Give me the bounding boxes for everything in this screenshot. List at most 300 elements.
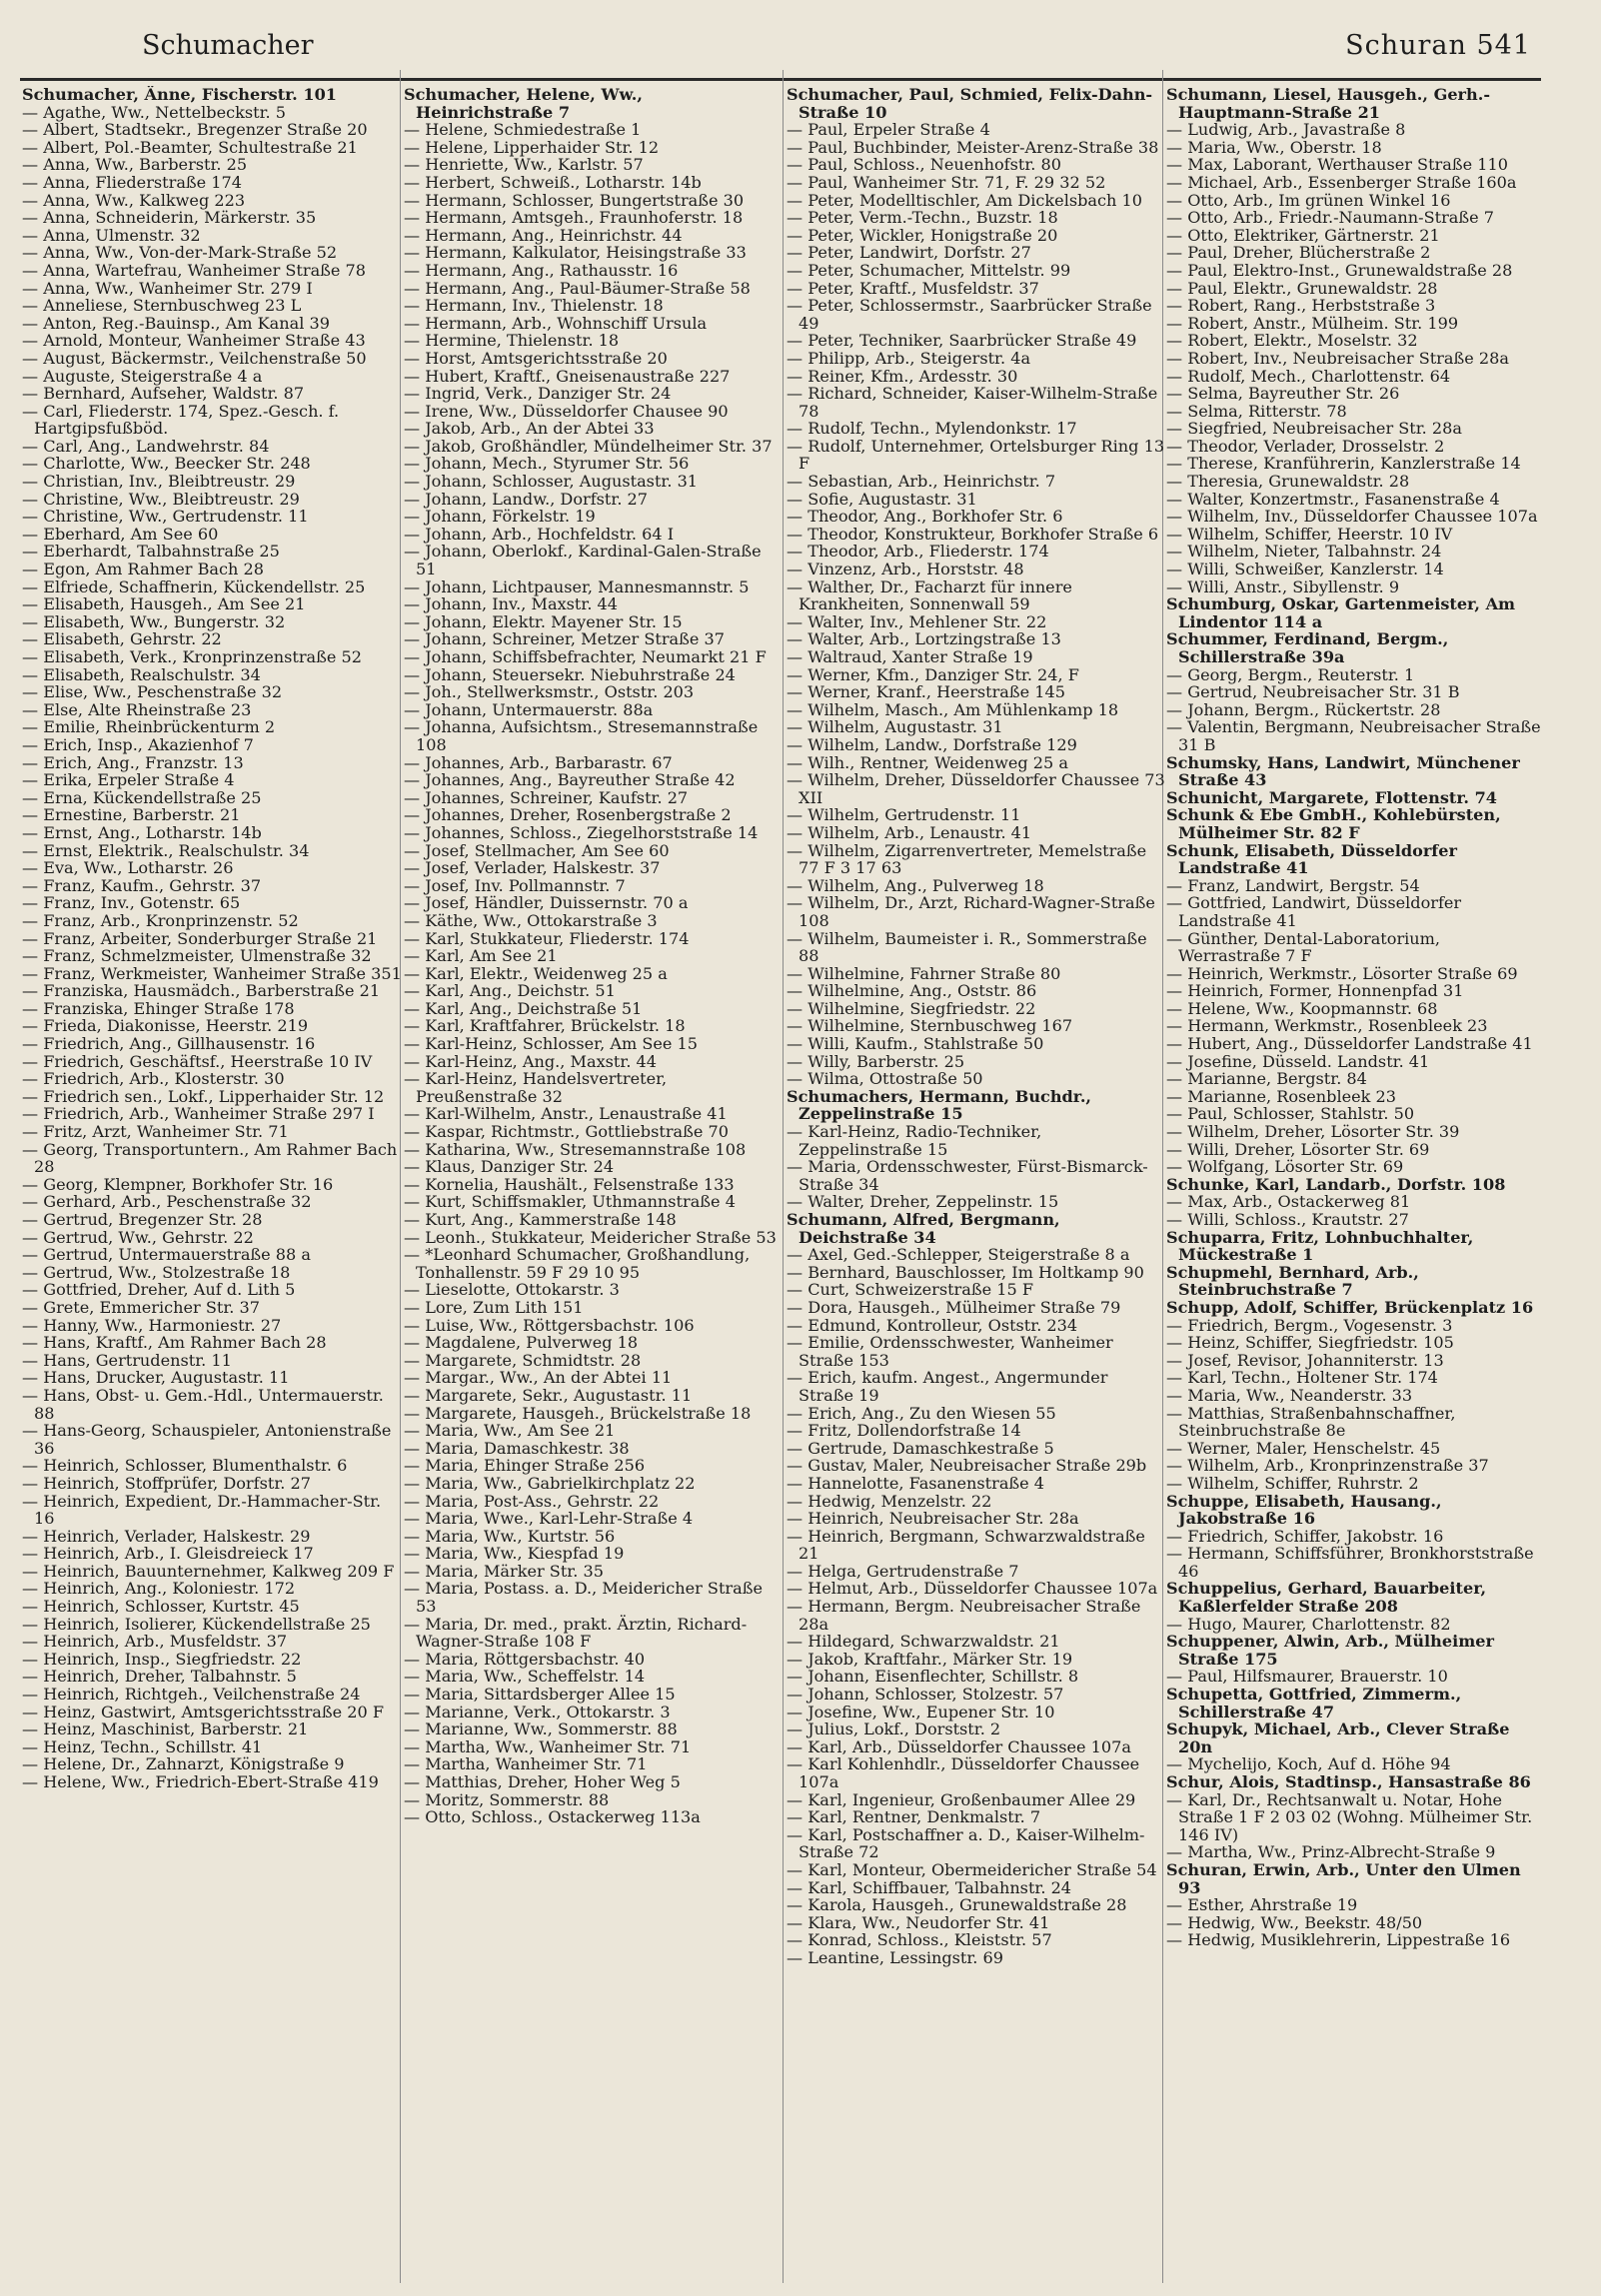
directory-entry: — Waltraud, Xanter Straße 19 [787, 647, 1033, 666]
directory-entry: — August, Bäckermstr., Veilchenstraße 50 [22, 348, 367, 368]
directory-entry: — Robert, Rang., Herbststraße 3 [1166, 296, 1436, 316]
directory-entry: — Johann, Untermauerstr. 88a [404, 699, 654, 719]
directory-entry: — Johannes, Dreher, Rosenbergstraße 2 [404, 805, 732, 825]
directory-entry: — Werner, Kfm., Danziger Str. 24, F [787, 664, 1079, 684]
directory-entry: — Elise, Ww., Peschenstraße 32 [22, 682, 283, 702]
directory-entry: — Marianne, Ww., Sommerstr. 88 [404, 1720, 678, 1739]
directory-entry: — Heinrich, Richtgeh., Veilchenstraße 24 [22, 1685, 361, 1705]
directory-entry: — Anna, Ww., Barberstr. 25 [22, 155, 248, 175]
directory-entry: — Fritz, Arzt, Wanheimer Str. 71 [22, 1122, 289, 1142]
directory-entry: — Margar., Ww., An der Abtei 11 [404, 1368, 673, 1388]
directory-entry: — Heinrich, Bauunternehmer, Kalkweg 209 F [22, 1561, 395, 1581]
directory-entry: — Erich, Ang., Franzstr. 13 [22, 752, 244, 772]
directory-entry: — Franz, Werkmeister, Wanheimer Straße 351 [22, 963, 402, 983]
directory-entry: — Johanna, Aufsichtsm., Stresemannstraße 108 [404, 717, 759, 754]
directory-entry: — Heinrich, Arb., I. Gleisdreieck 17 [22, 1544, 314, 1564]
directory-entry: — Martha, Ww., Prinz-Albrecht-Straße 9 [1166, 1842, 1496, 1862]
header-rule [20, 78, 1541, 81]
directory-entry: — Hanny, Ww., Harmoniestr. 27 [22, 1315, 282, 1335]
directory-entry: Schupmehl, Bernhard, Arb., Steinbruchstraße 7 [1166, 1262, 1419, 1300]
directory-entry: — Friedrich, Schiffer, Jakobstr. 16 [1166, 1526, 1444, 1546]
directory-entry: — Else, Alte Rheinstraße 23 [22, 699, 252, 719]
column-2 [404, 86, 784, 2284]
directory-entry: Schuppelius, Gerhard, Bauarbeiter, Kaßlerfelder Straße 208 [1166, 1579, 1487, 1617]
directory-entry: — Johann, Schreiner, Metzer Straße 37 [404, 629, 726, 649]
directory-entry: — Hermann, Arb., Wohnschiff Ursula [404, 313, 708, 333]
directory-entry: — Frieda, Diakonisse, Heerstr. 219 [22, 1016, 309, 1036]
running-head-right: Schuran 541 [1345, 30, 1531, 61]
directory-entry: — Heinrich, Isolierer, Kückendellstraße 25 [22, 1614, 371, 1634]
directory-entry: — Christian, Inv., Bleibtreustr. 29 [22, 472, 296, 492]
directory-entry: — Maria, Ww., Am See 21 [404, 1421, 616, 1441]
directory-entry: — Edmund, Kontrolleur, Oststr. 234 [787, 1315, 1078, 1335]
directory-entry: — Maria, Damaschkestr. 38 [404, 1438, 630, 1458]
directory-entry: — Emilie, Rheinbrückenturm 2 [22, 717, 276, 737]
directory-entry: — Hugo, Maurer, Charlottenstr. 82 [1166, 1614, 1451, 1634]
directory-entry: — *Leonhard Schumacher, Großhandlung, Tonhallenstr. 59 F 29 10 95 [404, 1245, 751, 1282]
directory-entry: — Maria, Dr. med., prakt. Ärztin, Richard-Wagner-Straße 108 F [404, 1614, 748, 1652]
directory-entry: — Hubert, Ang., Düsseldorfer Landstraße 41 [1166, 1034, 1533, 1054]
directory-entry: — Hannelotte, Fasanenstraße 4 [787, 1473, 1045, 1493]
directory-entry: — Hermann, Amtsgeh., Fraunhoferstr. 18 [404, 208, 744, 228]
directory-entry: — Lieselotte, Ottokarstr. 3 [404, 1280, 620, 1300]
directory-entry: — Rudolf, Unternehmer, Ortelsburger Ring 13 F [787, 436, 1165, 474]
directory-entry: — Walter, Arb., Lortzingstraße 13 [787, 629, 1061, 649]
directory-entry: — Heinrich, Bergmann, Schwarzwaldstraße 21 [787, 1526, 1145, 1564]
directory-entry: — Albert, Stadtsekr., Bregenzer Straße 20 [22, 120, 368, 140]
directory-entry: — Auguste, Steigerstraße 4 a [22, 366, 263, 386]
directory-entry: — Erich, Ang., Zu den Wiesen 55 [787, 1403, 1056, 1423]
directory-entry: — Willy, Barberstr. 25 [787, 1051, 965, 1071]
directory-entry: — Erna, Kückendellstraße 25 [22, 787, 262, 807]
directory-entry: — Werner, Maler, Henschelstr. 45 [1166, 1438, 1441, 1458]
directory-entry: — Willi, Schloss., Krautstr. 27 [1166, 1210, 1409, 1229]
directory-entry: — Gertrud, Bregenzer Str. 28 [22, 1210, 263, 1229]
directory-entry: — Maria, Sittardsberger Allee 15 [404, 1685, 676, 1705]
directory-entry: — Karl, Schiffbauer, Talbahnstr. 24 [787, 1877, 1072, 1897]
directory-entry: — Georg, Klempner, Borkhofer Str. 16 [22, 1174, 334, 1194]
directory-entry: — Peter, Verm.-Techn., Buzstr. 18 [787, 208, 1058, 228]
directory-entry: — Friedrich, Arb., Klosterstr. 30 [22, 1069, 285, 1089]
directory-entry: — Helene, Schmiedestraße 1 [404, 120, 642, 140]
directory-entry: — Leonh., Stukkateur, Meidericher Straße 53 [404, 1227, 777, 1247]
directory-entry: — Gottfried, Landwirt, Düsseldorfer Landstraße 41 [1166, 893, 1462, 930]
directory-entry: — Herbert, Schweiß., Lotharstr. 14b [404, 172, 702, 192]
directory-entry: — Albert, Pol.-Beamter, Schultestraße 21 [22, 137, 358, 157]
directory-entry: — Eberhardt, Talbahnstraße 25 [22, 542, 280, 562]
directory-entry: — Richard, Schneider, Kaiser-Wilhelm-Straße 78 [787, 384, 1158, 421]
directory-entry: — Anna, Schneiderin, Märkerstr. 35 [22, 208, 317, 228]
directory-entry: — Hans, Gertrudenstr. 11 [22, 1350, 232, 1370]
directory-entry: — Hedwig, Menzelstr. 22 [787, 1491, 992, 1511]
directory-entry: — Wilhelm, Augustastr. 31 [787, 717, 1003, 737]
directory-entry: — Karl Kohlenhdlr., Düsseldorfer Chaussee 107a [787, 1754, 1140, 1791]
directory-entry: — Vinzenz, Arb., Horststr. 48 [787, 560, 1024, 579]
directory-entry: — Walther, Dr., Facharzt für innere Krankheiten, Sonnenwall 59 [787, 576, 1072, 614]
directory-entry: — Hermann, Inv., Thielenstr. 18 [404, 296, 664, 316]
directory-entry: — Sofie, Augustastr. 31 [787, 489, 977, 509]
directory-entry: — Anna, Ww., Kalkweg 223 [22, 190, 246, 210]
directory-entry: — Philipp, Arb., Steigerstr. 4a [787, 348, 1031, 368]
directory-entry: — Johann, Bergm., Rückertstr. 28 [1166, 699, 1441, 719]
directory-entry: Schunk, Elisabeth, Düsseldorfer Landstraße 41 [1166, 840, 1457, 878]
column-1 [22, 86, 402, 2284]
directory-entry: — Theresia, Grunewaldstr. 28 [1166, 472, 1410, 492]
directory-entry: — Maria, Ww., Neanderstr. 33 [1166, 1385, 1413, 1405]
directory-entry: — Karl, Ang., Deichstraße 51 [404, 998, 643, 1018]
directory-entry: — Wilhelm, Dreher, Lösorter Str. 39 [1166, 1122, 1460, 1142]
directory-entry: — Hans, Drucker, Augustastr. 11 [22, 1368, 290, 1388]
directory-entry: — Anna, Ww., Wanheimer Str. 279 I [22, 278, 313, 298]
directory-entry: — Selma, Ritterstr. 78 [1166, 401, 1347, 421]
directory-entry: Schummer, Ferdinand, Bergm., Schillerstraße 39a [1166, 629, 1449, 666]
directory-entry: — Franz, Landwirt, Bergstr. 54 [1166, 875, 1420, 895]
directory-entry: — Ingrid, Verk., Danziger Str. 24 [404, 384, 672, 404]
directory-entry: — Gertrud, Neubreisacher Str. 31 B [1166, 682, 1460, 702]
directory-entry: — Fritz, Dollendorfstraße 14 [787, 1421, 1021, 1441]
directory-entry: — Eva, Ww., Lotharstr. 26 [22, 858, 234, 878]
directory-entry: — Peter, Kraftf., Musfeldstr. 37 [787, 278, 1039, 298]
directory-entry: — Anna, Ww., Von-der-Mark-Straße 52 [22, 243, 338, 263]
directory-entry: — Martha, Wanheimer Str. 71 [404, 1754, 648, 1774]
directory-entry: — Wilhelm, Zigarrenvertreter, Memelstraße 77 F 3 17 63 [787, 840, 1147, 878]
directory-entry: — Max, Arb., Ostackerweg 81 [1166, 1192, 1411, 1212]
directory-entry: — Willi, Dreher, Lösorter Str. 69 [1166, 1139, 1430, 1159]
directory-entry: — Paul, Hilfsmaurer, Brauerstr. 10 [1166, 1667, 1448, 1687]
directory-entry: — Matthias, Dreher, Hoher Weg 5 [404, 1772, 681, 1791]
directory-entry: — Heinrich, Schlosser, Kurtstr. 45 [22, 1597, 300, 1617]
directory-entry: — Maria, Ww., Scheffelstr. 14 [404, 1667, 646, 1687]
directory-entry: — Kurt, Schiffsmakler, Uthmannstraße 4 [404, 1192, 736, 1212]
directory-entry: — Wilh., Rentner, Weidenweg 25 a [787, 752, 1068, 772]
directory-entry: — Irene, Ww., Düsseldorfer Chausee 90 [404, 401, 729, 421]
directory-entry: — Johann, Elektr. Mayener Str. 15 [404, 611, 683, 631]
directory-entry: — Hedwig, Ww., Beekstr. 48/50 [1166, 1912, 1423, 1932]
directory-entry: — Elisabeth, Realschulstr. 34 [22, 664, 261, 684]
directory-entry: — Luise, Ww., Röttgersbachstr. 106 [404, 1315, 695, 1335]
directory-entry: Schunk & Ebe GmbH., Kohlebürsten, Mülheimer Str. 82 F [1166, 805, 1501, 842]
directory-entry: — Maria, Röttgersbachstr. 40 [404, 1649, 646, 1669]
directory-entry: Schumacher, Paul, Schmied, Felix-Dahn-Straße 10 [787, 86, 1153, 122]
directory-entry: — Ludwig, Arb., Javastraße 8 [1166, 120, 1406, 140]
directory-entry: — Johann, Steuersekr. Niebuhrstraße 24 [404, 664, 736, 684]
directory-entry: — Julius, Lokf., Dorststr. 2 [787, 1720, 1001, 1739]
directory-entry: — Wilhelmine, Sternbuschweg 167 [787, 1016, 1073, 1036]
directory-entry: — Theodor, Arb., Fliederstr. 174 [787, 542, 1049, 562]
directory-entry: — Hermann, Bergm. Neubreisacher Straße 28a [787, 1597, 1141, 1634]
directory-entry: — Peter, Techniker, Saarbrücker Straße 49 [787, 331, 1137, 351]
directory-entry: — Erich, kaufm. Angest., Angermunder Straße 19 [787, 1368, 1108, 1405]
directory-entry: — Margarete, Schmidtstr. 28 [404, 1350, 642, 1370]
directory-entry: — Otto, Elektriker, Gärtnerstr. 21 [1166, 225, 1440, 245]
directory-entry: — Gertrud, Untermauerstraße 88 a [22, 1245, 311, 1265]
directory-entry: — Karl, Arb., Düsseldorfer Chaussee 107a [787, 1736, 1131, 1756]
directory-entry: — Franz, Arb., Kronprinzenstr. 52 [22, 910, 299, 930]
directory-entry: — Karl, Postschaffner a. D., Kaiser-Wilhelm-Straße 72 [787, 1824, 1145, 1862]
directory-entry: — Max, Laborant, Werthauser Straße 110 [1166, 155, 1508, 175]
directory-entry: — Charlotte, Ww., Beecker Str. 248 [22, 454, 311, 474]
directory-entry: — Franziska, Ehinger Straße 178 [22, 998, 295, 1018]
directory-entry: — Martha, Ww., Wanheimer Str. 71 [404, 1736, 692, 1756]
directory-entry: — Karl, Am See 21 [404, 946, 558, 966]
directory-entry: — Hans-Georg, Schauspieler, Antonienstraße 36 [22, 1421, 392, 1458]
directory-entry: — Heinz, Techn., Schillstr. 41 [22, 1736, 263, 1756]
directory-entry: — Hermann, Ang., Heinrichstr. 44 [404, 225, 683, 245]
directory-entry: — Kurt, Ang., Kammerstraße 148 [404, 1210, 677, 1229]
directory-entry: Schunke, Karl, Landarb., Dorfstr. 108 [1166, 1174, 1506, 1194]
directory-entry: — Maria, Ww., Gabrielkirchplatz 22 [404, 1473, 696, 1493]
directory-entry: — Johann, Mech., Styrumer Str. 56 [404, 454, 690, 474]
directory-entry: — Gustav, Maler, Neubreisacher Straße 29b [787, 1456, 1147, 1476]
directory-entry: — Johann, Landw., Dorfstr. 27 [404, 489, 649, 509]
directory-entry: — Rudolf, Techn., Mylendonkstr. 17 [787, 419, 1077, 439]
directory-entry: — Friedrich, Arb., Wanheimer Straße 297 I [22, 1104, 375, 1124]
directory-entry: — Karl, Elektr., Weidenweg 25 a [404, 963, 668, 983]
directory-entry: — Jakob, Arb., An der Abtei 33 [404, 419, 655, 439]
directory-entry: — Willi, Anstr., Sibyllenstr. 9 [1166, 576, 1400, 596]
directory-entry: — Siegfried, Neubreisacher Str. 28a [1166, 419, 1462, 439]
directory-entry: — Hermine, Thielenstr. 18 [404, 331, 620, 351]
directory-entry: — Johann, Arb., Hochfeldstr. 64 I [404, 524, 675, 544]
directory-entry: — Hildegard, Schwarzwaldstr. 21 [787, 1632, 1060, 1652]
directory-entry: — Helene, Lipperhaider Str. 12 [404, 137, 660, 157]
directory-entry: — Hermann, Werkmstr., Rosenbleek 23 [1166, 1016, 1488, 1036]
directory-entry: — Elisabeth, Hausgeh., Am See 21 [22, 594, 306, 614]
directory-entry: — Elfriede, Schaffnerin, Kückendellstr. 25 [22, 576, 366, 596]
directory-entry: — Karl-Heinz, Handelsvertreter, Preußenstraße 32 [404, 1069, 668, 1106]
directory-entry: — Wilhelm, Nieter, Talbahnstr. 24 [1166, 542, 1442, 562]
directory-entry: — Wilhelm, Schiffer, Ruhrstr. 2 [1166, 1473, 1419, 1493]
directory-entry: — Gerhard, Arb., Peschenstraße 32 [22, 1192, 312, 1212]
directory-entry: — Mychelijo, Koch, Auf d. Höhe 94 [1166, 1754, 1451, 1774]
directory-entry: — Sebastian, Arb., Heinrichstr. 7 [787, 472, 1056, 492]
directory-entry: — Anton, Reg.-Bauinsp., Am Kanal 39 [22, 313, 330, 333]
directory-entry: — Wilhelmine, Ang., Oststr. 86 [787, 981, 1037, 1001]
directory-entry: — Wilhelm, Landw., Dorfstraße 129 [787, 734, 1077, 754]
directory-entry: — Elisabeth, Verk., Kronprinzenstraße 52 [22, 647, 362, 666]
directory-entry: Schumann, Alfred, Bergmann, Deichstraße 34 [787, 1210, 1060, 1247]
directory-entry: — Josef, Inv. Pollmannstr. 7 [404, 875, 626, 895]
directory-entry: — Wilhelm, Dreher, Düsseldorfer Chaussee 73 XII [787, 770, 1165, 807]
column-3 [787, 86, 1166, 2284]
directory-entry: — Peter, Schumacher, Mittelstr. 99 [787, 260, 1071, 280]
directory-entry: — Friedrich, Bergm., Vogesenstr. 3 [1166, 1315, 1453, 1335]
directory-entry: Schupyk, Michael, Arb., Clever Straße 20n [1166, 1720, 1510, 1756]
directory-entry: — Selma, Bayreuther Str. 26 [1166, 384, 1400, 404]
directory-entry: — Johannes, Ang., Bayreuther Straße 42 [404, 770, 736, 790]
directory-entry: — Kaspar, Richtmstr., Gottliebstraße 70 [404, 1122, 729, 1142]
directory-entry: Schur, Alois, Stadtinsp., Hansastraße 86 [1166, 1772, 1531, 1791]
directory-entry: Schumburg, Oskar, Gartenmeister, Am Lindentor 114 a [1166, 594, 1516, 631]
directory-entry: — Hans, Obst- u. Gem.-Hdl., Untermauerstr. 88 [22, 1385, 384, 1423]
directory-entry: — Joh., Stellwerksmstr., Oststr. 203 [404, 682, 695, 702]
directory-entry: — Therese, Kranführerin, Kanzlerstraße 14 [1166, 454, 1521, 474]
directory-entry: — Heinrich, Expedient, Dr.-Hammacher-Str. 16 [22, 1491, 382, 1529]
directory-entry: — Robert, Elektr., Moselstr. 32 [1166, 331, 1418, 351]
directory-entry: — Maria, Wwe., Karl-Lehr-Straße 4 [404, 1509, 694, 1529]
directory-entry: — Wilhelm, Dr., Arzt, Richard-Wagner-Straße 108 [787, 893, 1155, 930]
directory-entry: — Hubert, Kraftf., Gneisenaustraße 227 [404, 366, 731, 386]
directory-entry: — Paul, Erpeler Straße 4 [787, 120, 990, 140]
directory-entry: — Robert, Anstr., Mülheim. Str. 199 [1166, 313, 1459, 333]
directory-entry: — Johann, Schlosser, Stolzestr. 57 [787, 1685, 1064, 1705]
directory-entry: — Horst, Amtsgerichtsstraße 20 [404, 348, 668, 368]
directory-entry: — Paul, Elektr., Grunewaldstr. 28 [1166, 278, 1438, 298]
directory-entry: — Robert, Inv., Neubreisacher Straße 28a [1166, 348, 1509, 368]
directory-entry: Schuppe, Elisabeth, Hausang., Jakobstraße 16 [1166, 1491, 1442, 1529]
directory-entry: — Heinz, Schiffer, Siegfriedstr. 105 [1166, 1333, 1454, 1353]
directory-entry: — Paul, Schloss., Neuenhofstr. 80 [787, 155, 1061, 175]
directory-entry: — Heinrich, Stoffprüfer, Dorfstr. 27 [22, 1473, 311, 1493]
directory-entry: — Hermann, Schlosser, Bungertstraße 30 [404, 190, 745, 210]
directory-entry: — Willi, Schweißer, Kanzlerstr. 14 [1166, 560, 1444, 579]
directory-entry: — Jakob, Kraftfahr., Märker Str. 19 [787, 1649, 1073, 1669]
directory-entry: — Johannes, Arb., Barbarastr. 67 [404, 752, 673, 772]
directory-entry: — Wilhelmine, Fahrner Straße 80 [787, 963, 1061, 983]
directory-entry: Schupp, Adolf, Schiffer, Brückenplatz 16 [1166, 1297, 1534, 1317]
directory-entry: — Marianne, Verk., Ottokarstr. 3 [404, 1702, 671, 1722]
directory-entry: — Karl, Stukkateur, Fliederstr. 174 [404, 928, 690, 948]
directory-entry: — Maria, Ehinger Straße 256 [404, 1456, 646, 1476]
directory-entry: — Moritz, Sommerstr. 88 [404, 1789, 610, 1809]
directory-entry: — Klaus, Danziger Str. 24 [404, 1157, 615, 1177]
directory-entry: — Marianne, Bergstr. 84 [1166, 1069, 1367, 1089]
directory-entry: — Wilhelm, Schiffer, Heerstr. 10 IV [1166, 524, 1453, 544]
directory-entry: — Theodor, Konstrukteur, Borkhofer Straße 6 [787, 524, 1159, 544]
directory-entry: — Helga, Gertrudenstraße 7 [787, 1561, 1019, 1581]
directory-entry: — Hedwig, Musiklehrerin, Lippestraße 16 [1166, 1930, 1511, 1950]
directory-entry: — Johann, Inv., Maxstr. 44 [404, 594, 619, 614]
directory-entry: — Peter, Landwirt, Dorfstr. 27 [787, 243, 1031, 263]
directory-entry: — Michael, Arb., Essenberger Straße 160a [1166, 172, 1517, 192]
directory-entry: — Heinrich, Verlader, Halskestr. 29 [22, 1526, 311, 1546]
directory-entry: — Franz, Inv., Gotenstr. 65 [22, 893, 241, 913]
directory-entry: — Hermann, Kalkulator, Heisingstraße 33 [404, 243, 747, 263]
directory-entry: — Walter, Inv., Mehlener Str. 22 [787, 611, 1047, 631]
directory-entry: — Carl, Ang., Landwehrstr. 84 [22, 436, 270, 456]
directory-entry: Schupetta, Gottfried, Zimmerm., Schillerstraße 47 [1166, 1685, 1462, 1722]
directory-entry: — Wilhelm, Arb., Kronprinzenstraße 37 [1166, 1456, 1489, 1476]
directory-entry: — Helmut, Arb., Düsseldorfer Chaussee 107a [787, 1579, 1158, 1599]
directory-entry: — Heinrich, Arb., Musfeldstr. 37 [22, 1632, 288, 1652]
directory-entry: — Wilhelm, Inv., Düsseldorfer Chaussee 107a [1166, 507, 1538, 527]
directory-entry: — Peter, Modelltischler, Am Dickelsbach 10 [787, 190, 1142, 210]
directory-entry: — Helene, Dr., Zahnarzt, Königstraße 9 [22, 1754, 345, 1774]
directory-entry: — Maria, Post-Ass., Gehrstr. 22 [404, 1491, 660, 1511]
directory-entry: — Friedrich, Ang., Gillhausenstr. 16 [22, 1034, 316, 1054]
directory-entry: — Heinrich, Former, Honnenpfad 31 [1166, 981, 1464, 1001]
directory-entry: — Karl-Wilhelm, Anstr., Lenaustraße 41 [404, 1104, 728, 1124]
directory-entry: — Konrad, Schloss., Kleiststr. 57 [787, 1930, 1052, 1950]
directory-entry: — Friedrich, Geschäftsf., Heerstraße 10 IV [22, 1051, 373, 1071]
directory-entry: — Johann, Förkelstr. 19 [404, 507, 596, 527]
directory-entry: — Wilhelm, Arb., Lenaustr. 41 [787, 822, 1032, 842]
directory-entry: — Carl, Fliederstr. 174, Spez.-Gesch. f. Hartgipsfußböd. [22, 401, 340, 439]
directory-entry: — Josef, Stellmacher, Am See 60 [404, 840, 670, 860]
directory-entry: — Karl, Monteur, Obermeidericher Straße 54 [787, 1859, 1157, 1879]
directory-entry: — Franz, Schmelzmeister, Ulmenstraße 32 [22, 946, 372, 966]
directory-entry: — Karl-Heinz, Ang., Maxstr. 44 [404, 1051, 658, 1071]
directory-entry: — Paul, Dreher, Blücherstraße 2 [1166, 243, 1431, 263]
directory-entry: — Heinrich, Schlosser, Blumenthalstr. 6 [22, 1456, 348, 1476]
directory-entry: — Heinz, Gastwirt, Amtsgerichtsstraße 20 F [22, 1702, 385, 1722]
directory-entry: — Wilhelm, Baumeister i. R., Sommerstraße 88 [787, 928, 1147, 966]
directory-entry: — Heinrich, Werkmstr., Lösorter Straße 69 [1166, 963, 1518, 983]
directory-entry: — Otto, Arb., Friedr.-Naumann-Straße 7 [1166, 208, 1495, 228]
directory-entry: Schumacher, Änne, Fischerstr. 101 [22, 86, 337, 104]
directory-entry: — Jakob, Großhändler, Mündelheimer Str. 37 [404, 436, 773, 456]
directory-entry: — Johannes, Schloss., Ziegelhorststraße 14 [404, 822, 759, 842]
directory-entry: — Grete, Emmericher Str. 37 [22, 1297, 260, 1317]
directory-entry: — Maria, Ww., Kiespfad 19 [404, 1544, 625, 1564]
directory-entry: — Maria, Ww., Kurtstr. 56 [404, 1526, 616, 1546]
directory-entry: — Anna, Ulmenstr. 32 [22, 225, 201, 245]
directory-entry: — Josefine, Düsseld. Landstr. 41 [1166, 1051, 1430, 1071]
directory-entry: — Otto, Arb., Im grünen Winkel 16 [1166, 190, 1451, 210]
directory-entry: — Georg, Bergm., Reuterstr. 1 [1166, 664, 1415, 684]
directory-entry: — Arnold, Monteur, Wanheimer Straße 43 [22, 331, 366, 351]
directory-entry: — Henriette, Ww., Karlstr. 57 [404, 155, 644, 175]
directory-entry: — Josefine, Ww., Eupener Str. 10 [787, 1702, 1055, 1722]
directory-entry: — Karl-Heinz, Radio-Techniker, Zeppelinstraße 15 [787, 1122, 1042, 1159]
directory-entry: — Egon, Am Rahmer Bach 28 [22, 560, 264, 579]
running-head-left: Schumacher [142, 30, 314, 61]
directory-entry: — Anna, Wartefrau, Wanheimer Straße 78 [22, 260, 367, 280]
directory-entry: — Maria, Ww., Oberstr. 18 [1166, 137, 1382, 157]
directory-entry: — Axel, Ged.-Schlepper, Steigerstraße 8 a [787, 1245, 1130, 1265]
directory-entry: — Werner, Kranf., Heerstraße 145 [787, 682, 1066, 702]
directory-entry: — Karola, Hausgeh., Grunewaldstraße 28 [787, 1895, 1127, 1915]
directory-entry: — Paul, Elektro-Inst., Grunewaldstraße 28 [1166, 260, 1513, 280]
directory-entry: — Gertrud, Ww., Stolzestraße 18 [22, 1262, 291, 1282]
directory-entry: — Hermann, Ang., Rathausstr. 16 [404, 260, 679, 280]
directory-entry: — Gottfried, Dreher, Auf d. Lith 5 [22, 1280, 296, 1300]
directory-entry: — Karl, Ang., Deichstr. 51 [404, 981, 616, 1001]
directory-entry: — Johann, Oberlokf., Kardinal-Galen-Straße 51 [404, 542, 762, 579]
directory-entry: — Anneliese, Sternbuschweg 23 L [22, 296, 302, 316]
directory-entry: — Curt, Schweizerstraße 15 F [787, 1280, 1033, 1300]
directory-entry: — Katharina, Ww., Stresemannstraße 108 [404, 1139, 747, 1159]
directory-entry: — Hermann, Schiffsführer, Bronkhorststraße 46 [1166, 1544, 1534, 1581]
directory-entry: Schumacher, Helene, Ww., Heinrichstraße 7 [404, 86, 643, 122]
directory-entry: — Josef, Verlader, Halskestr. 37 [404, 858, 661, 878]
directory-entry: — Karl, Techn., Holtener Str. 174 [1166, 1368, 1438, 1388]
directory-entry: — Magdalene, Pulverweg 18 [404, 1333, 639, 1353]
directory-entry: — Friedrich sen., Lokf., Lipperhaider Str. 12 [22, 1086, 385, 1106]
directory-entry: — Käthe, Ww., Ottokarstraße 3 [404, 910, 658, 930]
directory-entry: — Maria, Postass. a. D., Meidericher Straße 53 [404, 1579, 763, 1617]
directory-entry: Schuppener, Alwin, Arb., Mülheimer Straße 175 [1166, 1632, 1494, 1669]
directory-entry: — Wilhelmine, Siegfriedstr. 22 [787, 998, 1036, 1018]
directory-entry: Schuparra, Fritz, Lohnbuchhalter, Mückestraße 1 [1166, 1227, 1474, 1265]
directory-entry: — Wolfgang, Lösorter Str. 69 [1166, 1157, 1404, 1177]
directory-entry: — Erika, Erpeler Straße 4 [22, 770, 235, 790]
directory-entry: — Franz, Arbeiter, Sonderburger Straße 21 [22, 928, 378, 948]
directory-entry: — Ernst, Ang., Lotharstr. 14b [22, 822, 262, 842]
directory-entry: — Paul, Wanheimer Str. 71, F. 29 32 52 [787, 172, 1106, 192]
directory-entry: — Theodor, Verlader, Drosselstr. 2 [1166, 436, 1445, 456]
directory-entry: — Walter, Konzertmstr., Fasanenstraße 4 [1166, 489, 1500, 509]
directory-entry: — Gertrud, Ww., Gehrstr. 22 [22, 1227, 254, 1247]
directory-entry: — Helene, Ww., Koopmannstr. 68 [1166, 998, 1438, 1018]
directory-entry: Schunicht, Margarete, Flottenstr. 74 [1166, 787, 1497, 807]
directory-entry: — Johann, Eisenflechter, Schillstr. 8 [787, 1667, 1079, 1687]
directory-entry: — Franz, Kaufm., Gehrstr. 37 [22, 875, 262, 895]
directory-entry: — Johann, Schiffsbefrachter, Neumarkt 21 F [404, 647, 767, 666]
directory-entry: — Willi, Kaufm., Stahlstraße 50 [787, 1034, 1044, 1054]
directory-entry: — Otto, Schloss., Ostackerweg 113a [404, 1807, 701, 1827]
directory-entry: — Valentin, Bergmann, Neubreisacher Straße 31 B [1166, 717, 1541, 754]
